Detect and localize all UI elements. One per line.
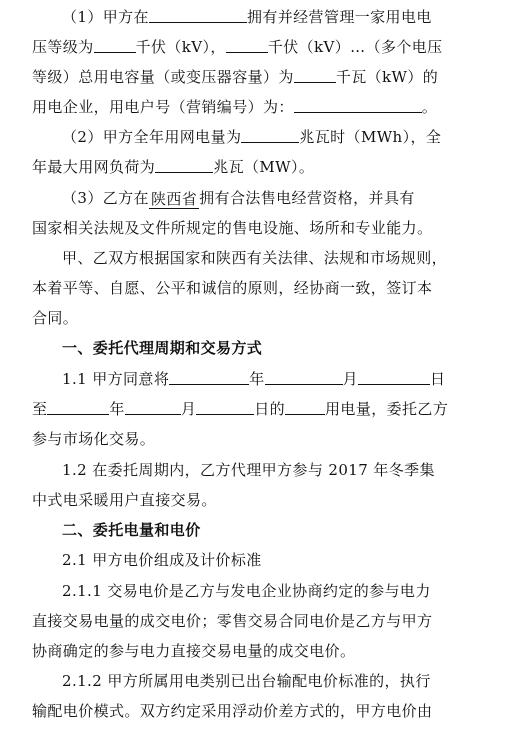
- clause-1-2-line-1: 1.2 在委托周期内，乙方代理甲方参与 2017 年冬季集: [62, 461, 435, 479]
- voltage-level-line: 压等级为 千伏（kV）， 千伏（kV）…（多个电压: [32, 32, 489, 62]
- start-day-blank[interactable]: [358, 367, 430, 385]
- start-month-blank[interactable]: [265, 367, 343, 385]
- clause-1-1-line-1: 1.1 甲方同意将 年 月 日: [62, 364, 489, 394]
- capacity-line: 等级）总用电容量（或变压器容量）为 千瓦（kW）的: [32, 62, 489, 92]
- basis-line-1: 甲、乙双方根据国家和陕西有关法律、法规和市场规则，: [62, 249, 448, 267]
- account-number-line: 用电企业，用电户号（营销编号）为： 。: [32, 92, 489, 122]
- basis-line-3: 合同。: [32, 309, 79, 327]
- clause-2-1-2-line-2: 输配电价模式。双方约定采用浮动价差方式的，甲方电价由: [32, 702, 433, 720]
- clause-2-1-1-line-1: 2.1.1 交易电价是乙方与发电企业协商约定的参与电力: [62, 582, 431, 600]
- party-a-location-line: （1）甲方在 拥有并经营管理一家用电电: [62, 2, 489, 32]
- clause-2-1-2-line-1: 2.1.2 甲方所属用电类别已出台输配电价标准的，执行: [62, 672, 431, 690]
- section-1-heading: 一、委托代理周期和交易方式: [62, 339, 263, 357]
- end-year-blank[interactable]: [47, 397, 109, 415]
- end-day-blank[interactable]: [196, 397, 254, 415]
- location-blank[interactable]: [149, 5, 247, 23]
- clause-1-1-line-2: 至 年 月 日的 用电量，委托乙方: [32, 394, 489, 424]
- clause-2-1-1-line-3: 协商确定的参与电力直接交易电量的成交电价。: [32, 642, 356, 660]
- annual-consumption-line: （2）甲方全年用网电量为 兆瓦时（MWh），全: [62, 122, 489, 152]
- clause-2-1-1-line-2: 直接交易电量的成交电价；零售交易合同电价是乙方与甲方: [32, 612, 433, 630]
- section-2-heading: 二、委托电量和电价: [62, 521, 201, 539]
- basis-line-2: 本着平等、自愿、公平和诚信的原则，经协商一致，签订本: [32, 279, 433, 297]
- usage-type-blank[interactable]: [285, 397, 325, 415]
- max-load-line: 年最大用网负荷为 兆瓦（MW）。: [32, 152, 489, 182]
- max-load-blank[interactable]: [155, 155, 213, 173]
- party-b-facilities-line: 国家相关法规及文件所规定的售电设施、场所和专业能力。: [32, 219, 433, 237]
- end-month-blank[interactable]: [125, 397, 181, 415]
- capacity-blank[interactable]: [294, 65, 336, 83]
- province-field[interactable]: 陕西省: [150, 190, 198, 208]
- clause-2-1: 2.1 甲方电价组成及计价标准: [62, 551, 262, 569]
- start-year-blank[interactable]: [169, 367, 249, 385]
- party-b-qualification-line: （3）乙方在 陕西省 拥有合法售电经营资格，并具有: [62, 189, 415, 208]
- voltage-blank-2[interactable]: [226, 35, 268, 53]
- account-number-blank[interactable]: [294, 95, 422, 113]
- annual-consumption-blank[interactable]: [241, 125, 299, 143]
- clause-1-1-line-3: 参与市场化交易。: [32, 430, 156, 448]
- voltage-blank-1[interactable]: [94, 35, 136, 53]
- clause-1-2-line-2: 中式电采暖用户直接交易。: [32, 491, 217, 509]
